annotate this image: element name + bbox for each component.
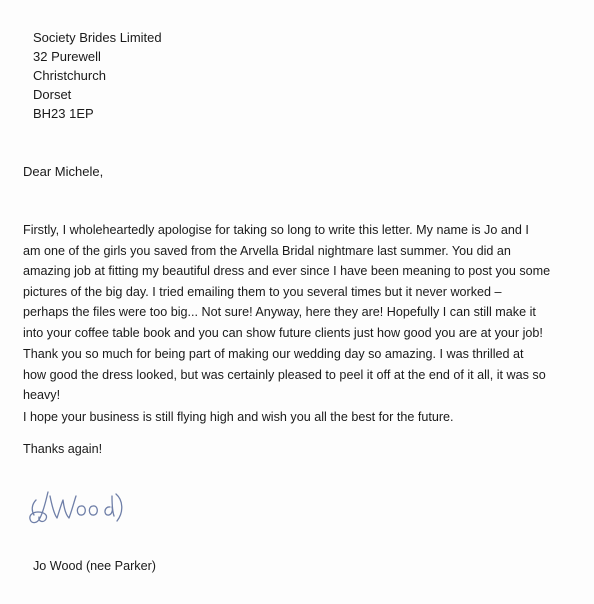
address-line-street: 32 Purewell: [33, 49, 101, 64]
text-line: heavy!: [23, 388, 61, 402]
text-line: Thank you so much for being part of making our wedding day so amazing. I was thrilled at: [23, 347, 524, 361]
text-line: into your coffee table book and you can show future clients just how good you are at your job!: [23, 325, 543, 340]
signer-name: Jo Wood (nee Parker): [33, 559, 156, 573]
text-line: amazing job at fitting my beautiful dress and ever since I have been meaning to post you some: [23, 264, 551, 278]
paragraph-apology: [23, 220, 583, 343]
address-line-town: Christchurch: [33, 68, 106, 83]
address-line-county: Dorset: [33, 87, 72, 102]
paragraph-closing: [23, 439, 583, 460]
sender-address: [33, 28, 162, 123]
address-line-company: Society Brides Limited: [33, 30, 162, 45]
text-line: am one of the girls you saved from the Arvella Bridal nightmare last summer. You did an: [23, 243, 511, 258]
text-line: I hope your business is still flying high and wish you all the best for the future.: [23, 410, 454, 424]
text-line: perhaps the files were too big... Not sure! Anyway, here they are! Hopefully I can still make it: [23, 305, 536, 319]
text-line: pictures of the big day. I tried emailing them to you several times but it never worked –: [23, 284, 502, 299]
salutation: Dear Michele,: [23, 164, 104, 179]
text-line: Thanks again!: [23, 442, 103, 456]
text-line: Firstly, I wholeheartedly apologise for taking so long to write this letter. My name is Jo and I: [23, 223, 529, 237]
handwritten-signature: [26, 488, 136, 528]
paragraph-thanks: [23, 344, 583, 406]
address-line-postcode: BH23 1EP: [33, 106, 94, 121]
text-line: how good the dress looked, but was certainly pleased to peel it off at the end of it all, it was so: [23, 367, 546, 382]
paragraph-wishes: [23, 407, 583, 428]
